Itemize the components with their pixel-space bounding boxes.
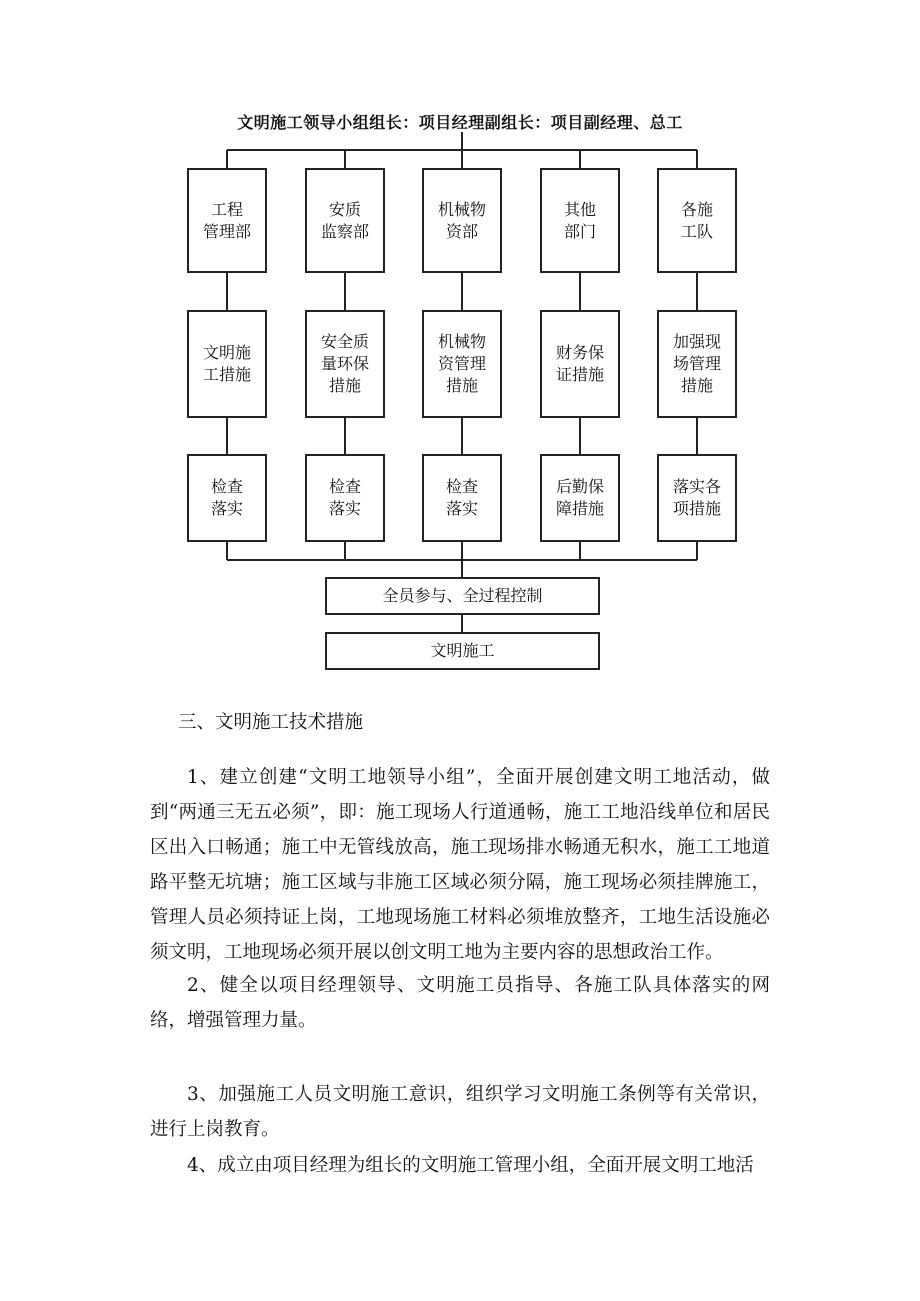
dept-other-box: 其他 部门: [540, 168, 620, 273]
action-inspect-1-box: 检查 落实: [187, 454, 267, 542]
paragraph-4: 4、成立由项目经理为组长的文明施工管理小组，全面开展文明工地活: [187, 1155, 754, 1176]
paragraph-1: 1、建立创建“文明工地领导小组”，全面开展创建文明工地活动，做到“两通三无五必须”，即：施工现场人行道通畅，施工工地沿线单位和居民区出入口畅通；施工中无管线放高，施工现场排水畅通无积水，施工工地道路平整无坑塘；施工区域与非施工区域必须分隔，施工现场必须挂牌施工，管理人员必须持证上岗，工地现场施工材料必须堆放整齐，工地生活设施必须文明，工地现场必须开展以创文明工地为主要内容的思想政治工作。: [150, 767, 770, 963]
action-implement-all-box: 落实各 项措施: [657, 454, 737, 542]
measure-civilized-construction-box: 文明施 工措施: [187, 310, 267, 418]
action-logistics-box: 后勤保 障措施: [540, 454, 620, 542]
measure-site-management-box: 加强现 场管理 措施: [657, 310, 737, 418]
dept-engineering-box: 工程 管理部: [187, 168, 267, 273]
dept-construction-teams-box: 各施 工队: [657, 168, 737, 273]
dept-safety-quality-box: 安质 监察部: [305, 168, 385, 273]
measure-finance-box: 财务保 证措施: [540, 310, 620, 418]
paragraph-2: 2、健全以项目经理领导、文明施工员指导、各施工队具体落实的网络，增强管理力量。: [150, 975, 770, 1031]
section-heading: 三、文明施工技术措施: [178, 712, 364, 733]
measure-safety-quality-env-box: 安全质 量环保 措施: [305, 310, 385, 418]
paragraph-3: 3、加强施工人员文明施工意识，组织学习文明施工条例等有关常识，进行上岗教育。: [150, 1084, 770, 1140]
dept-machinery-materials-box: 机械物 资部: [422, 168, 502, 273]
result-box: 文明施工: [325, 632, 600, 670]
action-inspect-3-box: 检查 落实: [422, 454, 502, 542]
participation-box: 全员参与、全过程控制: [325, 577, 600, 615]
org-chart-title: 文明施工领导小组组长：项目经理副组长：项目副经理、总工: [237, 113, 683, 132]
measure-machinery-management-box: 机械物 资管理 措施: [422, 310, 502, 418]
action-inspect-2-box: 检查 落实: [305, 454, 385, 542]
